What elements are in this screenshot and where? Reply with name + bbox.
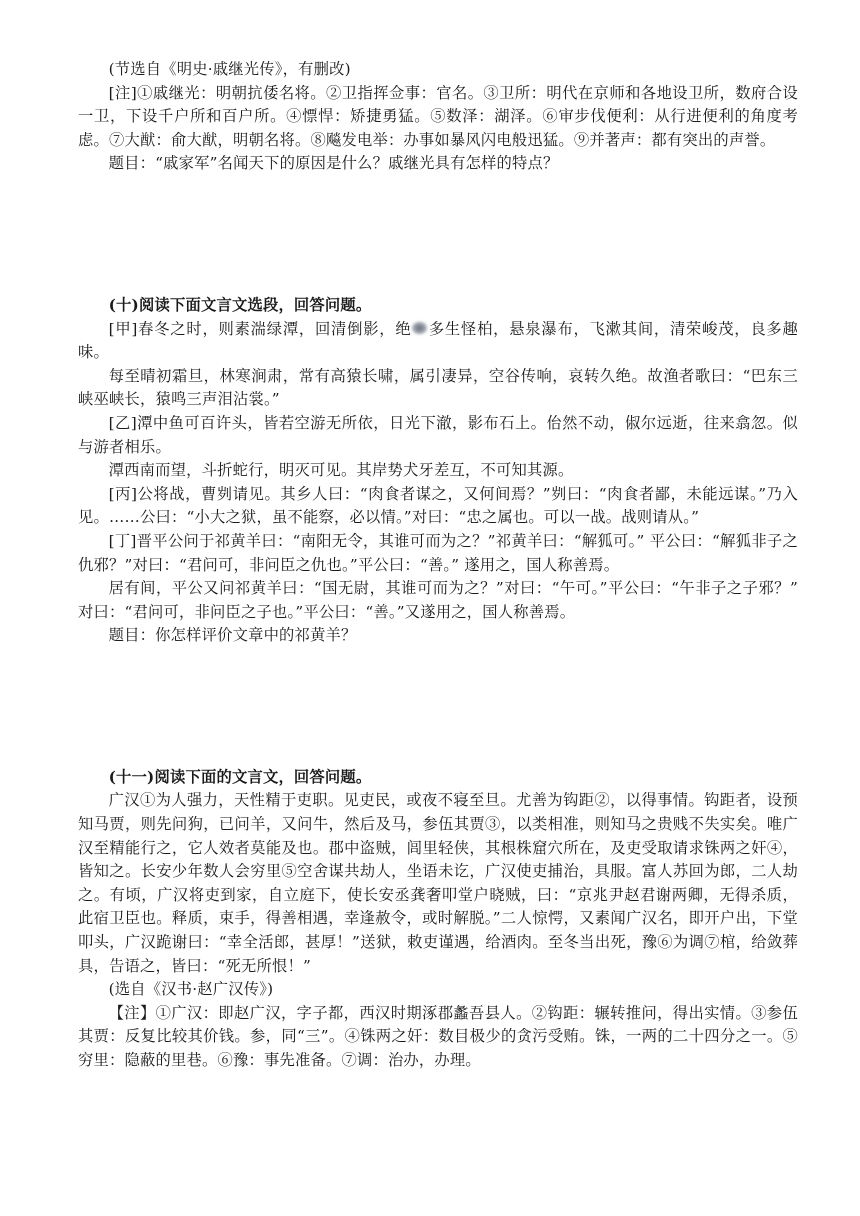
section-heading: (十一)阅读下面的文言文，回答问题。: [108, 767, 372, 786]
paragraph-ding-2: 居有间，平公又问祁黄羊曰：“国无尉，其谁可而为之？”对曰：“午可。”平公曰：“午非子之子邪？” 对曰：“君问可，非问臣之子也。”平公曰：“善。”又遂用之，国人称善焉。: [78, 579, 798, 621]
passage-body: 广汉①为人强力，天性精于吏职。见吏民，或夜不寝至旦。尤善为钩距②，以得事情。钩距者，设预知马贾，则先问狗，已问羊，又问牛，然后及马，参伍其贾③，以类相准，则知马之贵贱不失实矣。唯广汉至精能行之，它人效者莫能及也。郡中盗贼，闾里轻侠，其根株窟穴所在，及吏受取请求铢两之奸④，皆知之。长安少年数人会穷里⑤空舍谋共劫人，坐语未讫，广汉使吏捕治，具服。富人苏回为郎，二人劫之。有顷，广汉将吏到家，自立庭下，使长安丞龚奢叩堂户晓贼，曰：“京兆尹赵君谢两卿，无得杀质，此宿卫臣也。释质，束手，得善相遇，幸逢赦令，或时解脱。”二人惊愕，又素闻广汉名，即开户出，下堂叩头，广汉跪谢曰：“幸全活郎，甚厚！”送狱，敕吏谨遇，给酒肉。至冬当出死，豫⑥为调⑦棺，给敛葬具，告语之，皆曰：“死无所恨！”: [78, 791, 798, 975]
paragraph-jia-text-start: [甲]春冬之时，则素湍绿潭，回清倒影，绝: [108, 319, 412, 338]
question-prompt: 题目：你怎样评价文章中的祁黄羊？: [108, 626, 357, 645]
paragraph-yi: [乙]潭中鱼可百许头，皆若空游无所依，日光下澈，影布石上。佁然不动，俶尔远逝，往来翕忽。似与游者相乐。: [78, 413, 798, 456]
source-citation: (节选自《明史·戚继光传》，有删改): [108, 60, 351, 78]
paragraph-yi-2: 潭西南而望，斗折蛇行，明灭可见。其岸势犬牙差互，不可知其源。: [108, 461, 574, 480]
paragraph-jia-text-end: 多生怪柏，悬泉瀑布，飞漱其间，清荣峻茂，良多趣味。: [78, 319, 798, 362]
section-heading: (十)阅读下面文言文选段，回答问题。: [108, 295, 372, 314]
question-prompt: 题目：“戚家军”名闻天下的原因是什么？戚继光具有怎样的特点？: [108, 154, 559, 173]
smudged-characters: [411, 321, 428, 335]
annotation-notes: [注]①戚继光：明朝抗倭名将。②卫指挥佥事：官名。③卫所：明代在京师和各地设卫所，数府合设一卫，下设千户所和百户所。④慓悍：矫捷勇猛。⑤数泽：湖泽。⑥审步伐便利：从行进便利的角度考虑。⑦大猷：俞大猷，明朝名将。⑧飚发电举：办事如暴风闪电般迅猛。⑨并著声：都有突出的声誉。: [78, 83, 798, 149]
source-citation: (选自《汉书·赵广汉传》): [108, 980, 274, 999]
paragraph-jia: [78, 318, 798, 365]
annotation-notes: 【注】①广汉：即赵广汉，字子都，西汉时期涿郡蠡吾县人。②钩距：辗转推问，得出实情。③参伍其贾：反复比较其价钱。参，同“三”。④铢两之奸：数目极少的贪污受贿。铢，一两的二十四分之一。⑤穷里：隐蔽的里巷。⑥豫：事先准备。⑦调：治办，办理。: [78, 1003, 798, 1069]
paragraph-ding: [丁]晋平公问于祁黄羊曰：“南阳无令，其谁可而为之？”祁黄羊曰：“解狐可。” 平公曰：“解狐非子之仇邪？”对曰：“君问可，非问臣之仇也。”平公曰：“善。” 遂用之，国人称善焉。: [78, 531, 798, 574]
document-page: [78, 58, 798, 1073]
paragraph-bing: [丙]公将战，曹刿请见。其乡人曰：“肉食者谋之，又何间焉？”刿曰：“肉食者鄙，未能远谋。”乃入见。……公曰：“小大之狱，虽不能察，必以情。”对曰：“忠之属也。可以一战。战则请从。”: [78, 484, 798, 527]
passage-9-tail: [78, 58, 798, 176]
passage-10: [78, 294, 798, 648]
paragraph-jia-2: 每至晴初霜旦，林寒涧肃，常有高猿长啸，属引凄异，空谷传响，哀转久绝。故渔者歌曰：“巴东三峡巫峡长，猿鸣三声泪沾裳。”: [78, 366, 798, 409]
passage-11: [78, 766, 798, 1073]
